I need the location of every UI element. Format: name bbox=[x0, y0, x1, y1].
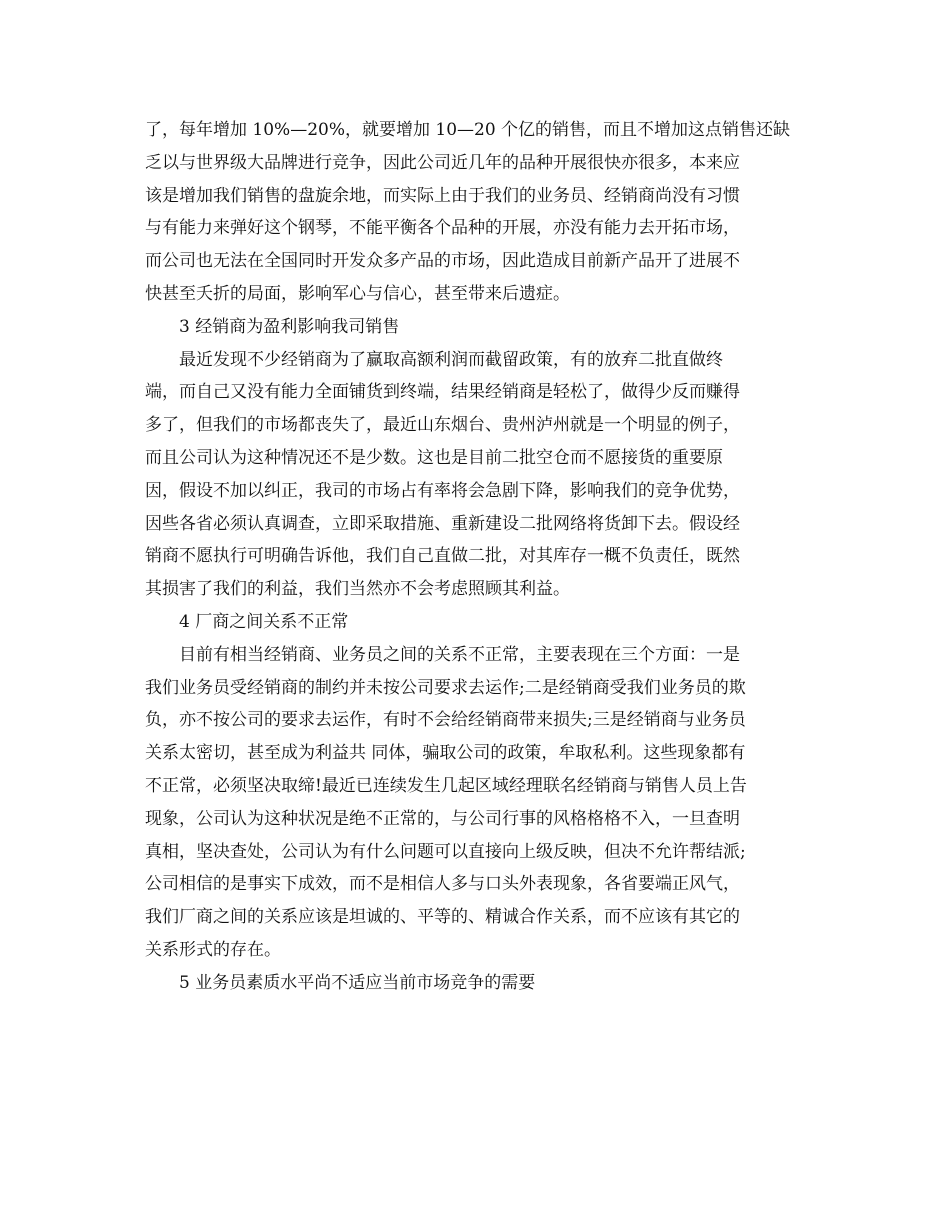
text-line: 关系太密切，甚至成为利益共 同体，骗取公司的政策，牟取私利。这些现象都有 bbox=[145, 743, 746, 764]
text-line: 而且公司认为这种情况还不是少数。这也是目前二批空仓而不愿接货的重要原 bbox=[145, 447, 723, 468]
heading-line: 4 厂商之间关系不正常 bbox=[179, 611, 349, 632]
text-line: 其损害了我们的利益，我们当然亦不会考虑照顾其利益。 bbox=[145, 579, 570, 600]
document-body bbox=[145, 114, 810, 1000]
text-line: 而公司也无法在全国同时开发众多产品的市场，因此造成目前新产品开了进展不 bbox=[145, 251, 740, 272]
text-line: 因，假设不加以纠正，我司的市场占有率将会急剧下降，影响我们的竞争优势， bbox=[145, 480, 740, 501]
text-line: 多了，但我们的市场都丧失了，最近山东烟台、贵州泸州就是一个明显的例子， bbox=[145, 415, 740, 436]
text-line: 了，每年增加 10%—20%，就要增加 10—20 个亿的销售，而且不增加这点销售还缺 bbox=[145, 120, 791, 140]
text-line: 最近发现不少经销商为了赢取高额利润而截留政策，有的放弃二批直做终 bbox=[179, 349, 723, 370]
section-heading-3 bbox=[145, 311, 810, 344]
text-line: 不正常，必须坚决取缔!最近已连续发生几起区域经理联名经销商与销售人员上告 bbox=[145, 775, 747, 796]
paragraph-1 bbox=[145, 114, 810, 311]
text-line: 端，而自己又没有能力全面铺货到终端，结果经销商是轻松了，做得少反而赚得 bbox=[145, 382, 740, 403]
heading-line: 5 业务员素质水平尚不适应当前市场竞争的需要 bbox=[179, 972, 536, 993]
text-line: 我们业务员受经销商的制约并未按公司要求去运作;二是经销商受我们业务员的欺 bbox=[145, 677, 746, 698]
heading-line: 3 经销商为盈利影响我司销售 bbox=[179, 316, 400, 337]
text-line: 该是增加我们销售的盘旋余地，而实际上由于我们的业务员、经销商尚没有习惯 bbox=[145, 185, 740, 206]
text-line: 现象，公司认为这种状况是绝不正常的，与公司行事的风格格格不入，一旦查明 bbox=[145, 808, 740, 829]
text-line: 快甚至夭折的局面，影响军心与信心，甚至带来后遗症。 bbox=[145, 283, 570, 304]
text-line: 关系形式的存在。 bbox=[145, 939, 281, 960]
text-line: 目前有相当经销商、业务员之间的关系不正常，主要表现在三个方面：一是 bbox=[179, 644, 740, 665]
section-heading-5 bbox=[145, 967, 810, 1000]
text-line: 与有能力来弹好这个钢琴，不能平衡各个品种的开展，亦没有能力去开拓市场， bbox=[145, 218, 740, 239]
text-line: 负，亦不按公司的要求去运作，有时不会给经销商带来损失;三是经销商与业务员 bbox=[145, 710, 746, 731]
text-line: 因些各省必须认真调查，立即采取措施、重新建设二批网络将货卸下去。假设经 bbox=[145, 513, 740, 534]
paragraph-3 bbox=[145, 639, 810, 967]
text-line: 我们厂商之间的关系应该是坦诚的、平等的、精诚合作关系，而不应该有其它的 bbox=[145, 907, 740, 928]
section-heading-4 bbox=[145, 606, 810, 639]
text-line: 真相，坚决查处，公司认为有什么问题可以直接向上级反映，但决不允许帮结派; bbox=[145, 841, 746, 862]
text-line: 乏以与世界级大品牌进行竞争，因此公司近几年的品种开展很快亦很多，本来应 bbox=[145, 152, 740, 173]
paragraph-2 bbox=[145, 344, 810, 606]
text-line: 公司相信的是事实下成效，而不是相信人多与口头外表现象，各省要端正风气， bbox=[145, 874, 740, 895]
text-line: 销商不愿执行可明确告诉他，我们自己直做二批，对其库存一概不负责任，既然 bbox=[145, 546, 740, 567]
